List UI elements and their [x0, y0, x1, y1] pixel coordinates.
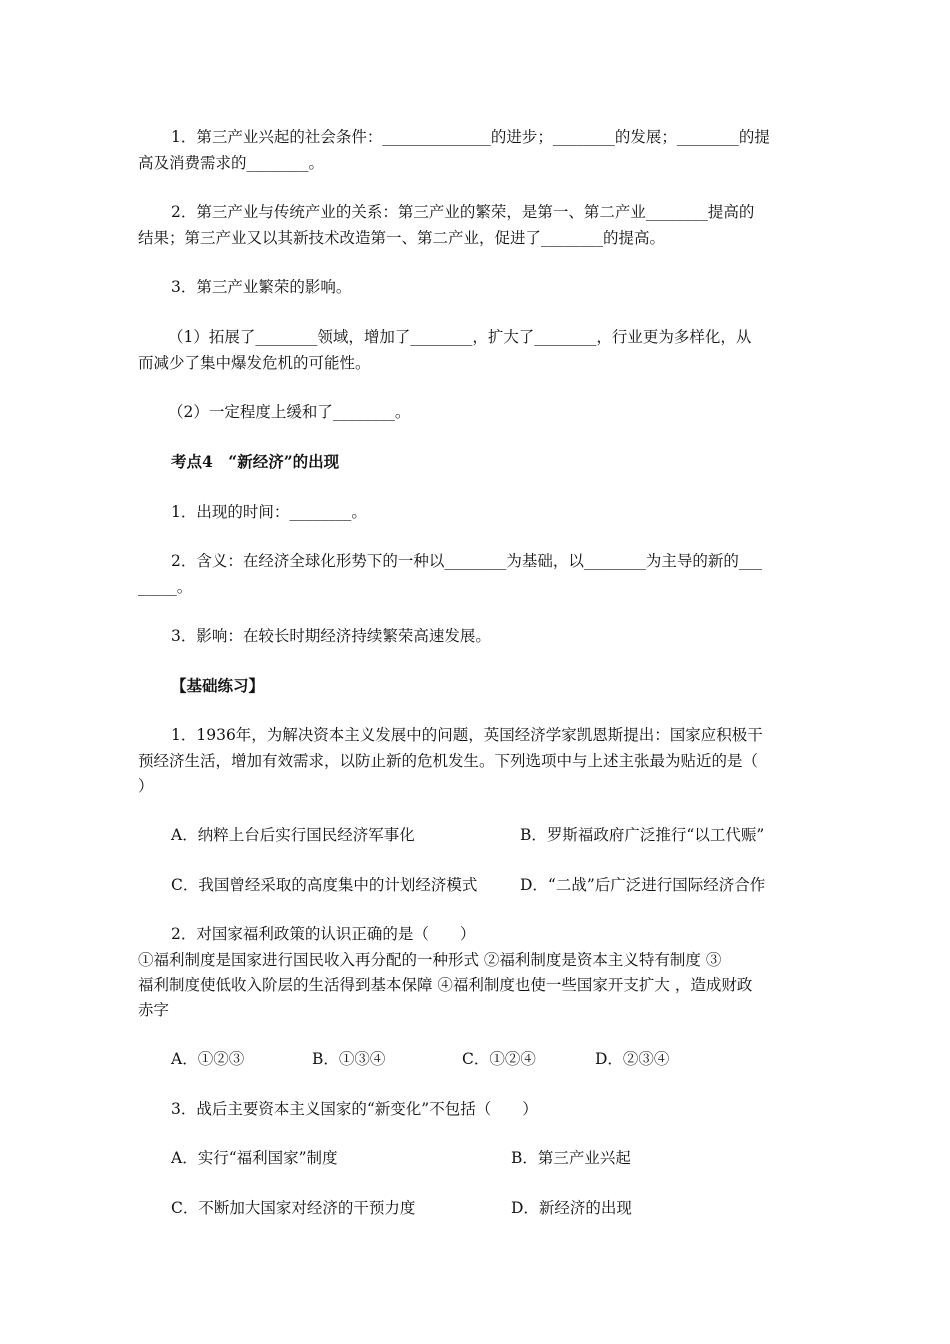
s3-item1-line2: 高及消费需求的________。 [138, 154, 325, 172]
s4-heading: 考点4 “新经济”的出现 [171, 452, 340, 471]
q3-line1: 3．战后主要资本主义国家的“新变化”不包括（ ） [171, 1100, 538, 1118]
q1-line1: 1．1936年，为解决资本主义发展中的问题，英国经济学家凯恩斯提出：国家应积极干 [171, 726, 763, 744]
s3-sub2: （2）一定程度上缓和了________。 [168, 403, 411, 421]
q3-option-a: A．实行“福利国家”制度 [171, 1149, 338, 1167]
q3-option-d: D．新经济的出现 [511, 1199, 632, 1217]
q2-line2: ①福利制度是国家进行国民收入再分配的一种形式 ②福利制度是资本主义特有制度 ③ [138, 951, 722, 969]
s3-item2-line1: 2．第三产业与传统产业的关系：第三产业的繁荣，是第一、第二产业________提高的 [171, 203, 755, 221]
q2-line3: 福利制度使低收入阶层的生活得到基本保障 ④福利制度也使一些国家开支扩大 ，造成财政 [138, 976, 753, 994]
s4-item2-line2: _____。 [138, 578, 193, 596]
q1-option-b: B．罗斯福政府广泛推行“以工代赈” [520, 826, 765, 844]
s3-item2-line2: 结果；第三产业又以其新技术改造第一、第二产业，促进了________的提高。 [138, 229, 666, 247]
s3-item1-line1: 1．第三产业兴起的社会条件：______________的进步；________的发展；________的提 [171, 128, 770, 146]
q1-line2: 预经济生活，增加有效需求，以防止新的危机发生。下列选项中与上述主张最为贴近的是（ [138, 752, 759, 770]
s4-item2-line1: 2．含义：在经济全球化形势下的一种以________为基础，以________为主导的新的___ [171, 552, 763, 570]
s3-sub1-line1: （1）拓展了________领域，增加了________，扩大了________，行业更为多样化，从 [168, 328, 752, 346]
q1-option-a: A．纳粹上台后实行国民经济军事化 [171, 826, 415, 844]
q1-option-d: D．“二战”后广泛进行国际经济合作 [520, 876, 766, 894]
practice-heading: 【基础练习】 [171, 676, 265, 695]
q2-option-c: C．①②④ [462, 1050, 536, 1068]
s3-sub1-line2: 而减少了集中爆发危机的可能性。 [138, 354, 371, 372]
s4-item3: 3．影响：在较长时期经济持续繁荣高速发展。 [171, 627, 491, 645]
q3-option-c: C．不断加大国家对经济的干预力度 [171, 1199, 416, 1217]
q3-option-b: B．第三产业兴起 [511, 1149, 631, 1167]
q2-option-d: D．②③④ [595, 1050, 670, 1068]
q2-line4: 赤字 [138, 1001, 170, 1019]
s4-item1: 1．出现的时间：________。 [171, 503, 367, 521]
q1-option-c: C．我国曾经采取的高度集中的计划经济模式 [171, 876, 478, 894]
q2-line1: 2．对国家福利政策的认识正确的是（ ） [171, 925, 476, 943]
q2-option-a: A．①②③ [171, 1050, 245, 1068]
q1-line3: ） [138, 777, 154, 795]
s3-item3: 3．第三产业繁荣的影响。 [171, 278, 352, 296]
q2-option-b: B．①③④ [312, 1050, 386, 1068]
